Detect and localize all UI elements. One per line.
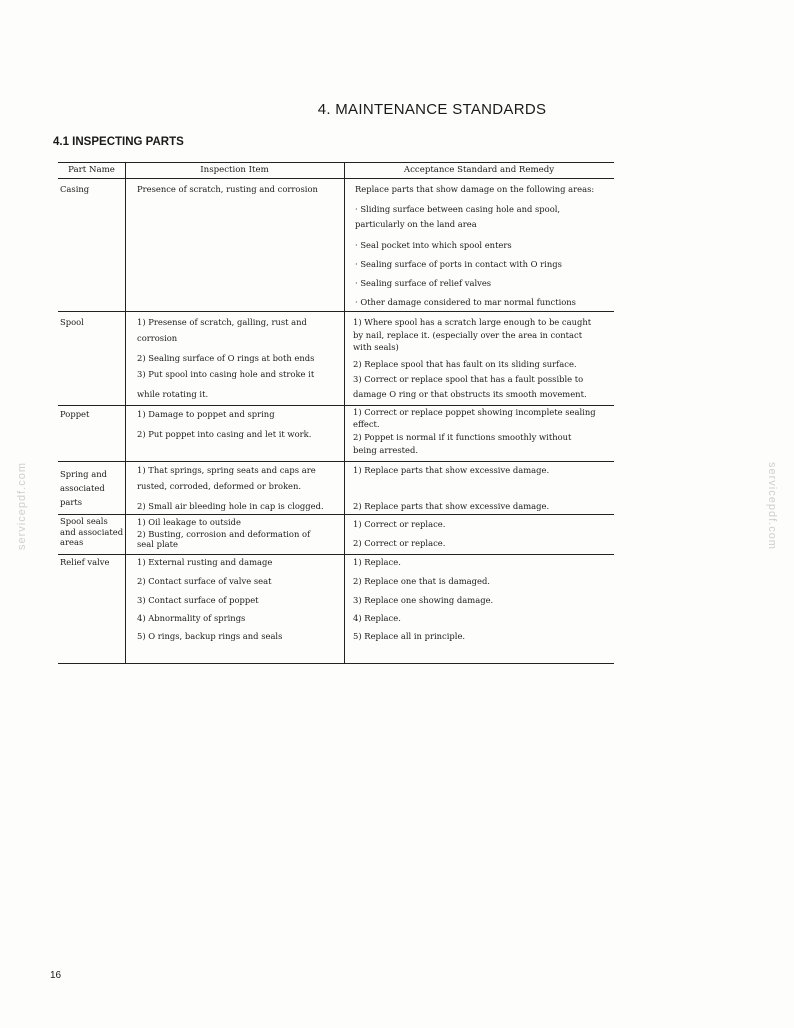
part-name: Relief valve (60, 557, 110, 567)
part-name-line: and associated (60, 526, 124, 537)
remedy-item: 1) Replace parts that show excessive damage. (353, 465, 550, 475)
inspection-item: 1) External rusting and damage (137, 557, 273, 567)
inspection-item: 2) Small air bleeding hole in cap is clogged. (137, 501, 324, 511)
remedy-item: particularly on the land area (355, 219, 477, 229)
part-name: Poppet (60, 409, 90, 419)
part-name: Casing (60, 184, 90, 194)
part-name-line: parts (60, 497, 83, 507)
remedy-item: · Seal pocket into which spool enters (355, 240, 512, 250)
remedy-item: 2) Correct or replace. (353, 538, 446, 548)
table-top-rule (58, 162, 614, 163)
inspection-item: 2) Put poppet into casing and let it work. (137, 429, 312, 439)
remedy-item: · Sealing surface of ports in contact with O rings (355, 259, 562, 269)
section-title: 4. MAINTENANCE STANDARDS (317, 101, 547, 118)
part-name-line: associated (60, 483, 105, 493)
remedy-item: 4) Replace. (353, 613, 401, 623)
header-part-name: Part Name (68, 165, 115, 175)
part-name: Spool (60, 317, 84, 327)
header-inspection-item: Inspection Item (200, 165, 269, 175)
inspection-item: 3) Put spool into casing hole and stroke it (137, 369, 315, 379)
remedy-item: 3) Correct or replace spool that has a fault possible to (353, 374, 584, 384)
inspection-item: Presence of scratch, rusting and corrosion (137, 184, 318, 194)
remedy-item: 2) Replace one that is damaged. (353, 576, 490, 586)
remedy-item: effect. (353, 419, 380, 429)
remedy-item: 2) Replace spool that has fault on its sliding surface. (353, 359, 577, 369)
table-bottom-rule (58, 663, 614, 664)
inspection-item: 2) Sealing surface of O rings at both ends (137, 353, 315, 363)
remedy-item: damage O ring or that obstructs its smooth movement. (353, 389, 587, 399)
header-rule (58, 178, 614, 179)
inspection-table (58, 162, 614, 664)
remedy-item: 2) Replace parts that show excessive damage. (353, 501, 550, 511)
inspection-item: seal plate (137, 539, 178, 549)
row-rule (58, 554, 614, 555)
inspection-item: 1) Damage to poppet and spring (137, 409, 275, 419)
inspection-item: 1) Oil leakage to outside (137, 517, 241, 527)
inspection-item: 2) Contact surface of valve seat (137, 576, 272, 586)
column-rule (344, 162, 345, 664)
remedy-item: being arrested. (353, 445, 419, 455)
remedy-item: · Sliding surface between casing hole and spool, (355, 204, 561, 214)
inspection-item: while rotating it. (137, 389, 209, 399)
remedy-item: with seals) (353, 342, 399, 352)
remedy-item: 3) Replace one showing damage. (353, 595, 494, 605)
remedy-item: Replace parts that show damage on the following areas: (355, 184, 595, 194)
inspection-item: corrosion (137, 333, 178, 343)
part-name-line: areas (60, 537, 84, 547)
watermark: servicepdf.com (16, 462, 28, 550)
remedy-item: 1) Where spool has a scratch large enough to be caught (353, 317, 592, 327)
inspection-item: 2) Busting, corrosion and deformation of (137, 529, 311, 539)
remedy-item: · Other damage considered to mar normal functions (355, 297, 576, 307)
watermark: servicepdf.com (766, 462, 778, 550)
inspection-item: 1) Presense of scratch, galling, rust and (137, 317, 307, 327)
remedy-item: · Sealing surface of relief valves (355, 278, 492, 288)
header-acceptance-standard: Acceptance Standard and Remedy (403, 165, 555, 175)
inspection-item: 4) Abnormality of springs (137, 613, 246, 623)
subsection-title: 4.1 INSPECTING PARTS (53, 136, 184, 148)
remedy-item: 5) Replace all in principle. (353, 631, 466, 641)
remedy-item: 1) Correct or replace. (353, 519, 446, 529)
remedy-item: 2) Poppet is normal if it functions smoothly without (353, 432, 572, 442)
inspection-item: 1) That springs, spring seats and caps are (137, 465, 316, 475)
remedy-item: by nail, replace it. (especially over the area in contact (353, 330, 583, 340)
column-rule (125, 162, 126, 664)
row-rule (58, 514, 614, 515)
part-name-line: Spring and (60, 469, 107, 479)
inspection-item: 5) O rings, backup rings and seals (137, 631, 283, 641)
row-rule (58, 461, 614, 462)
part-name (60, 516, 123, 548)
page-number: 16 (50, 970, 62, 981)
part-name (60, 468, 107, 508)
remedy-item: 1) Correct or replace poppet showing incomplete sealing (353, 407, 596, 417)
remedy-item: 1) Replace. (353, 557, 401, 567)
inspection-item: rusted, corroded, deformed or broken. (137, 481, 302, 491)
inspection-item: 3) Contact surface of poppet (137, 595, 259, 605)
part-name-line: Spool seals (60, 516, 108, 526)
row-rule (58, 311, 614, 312)
